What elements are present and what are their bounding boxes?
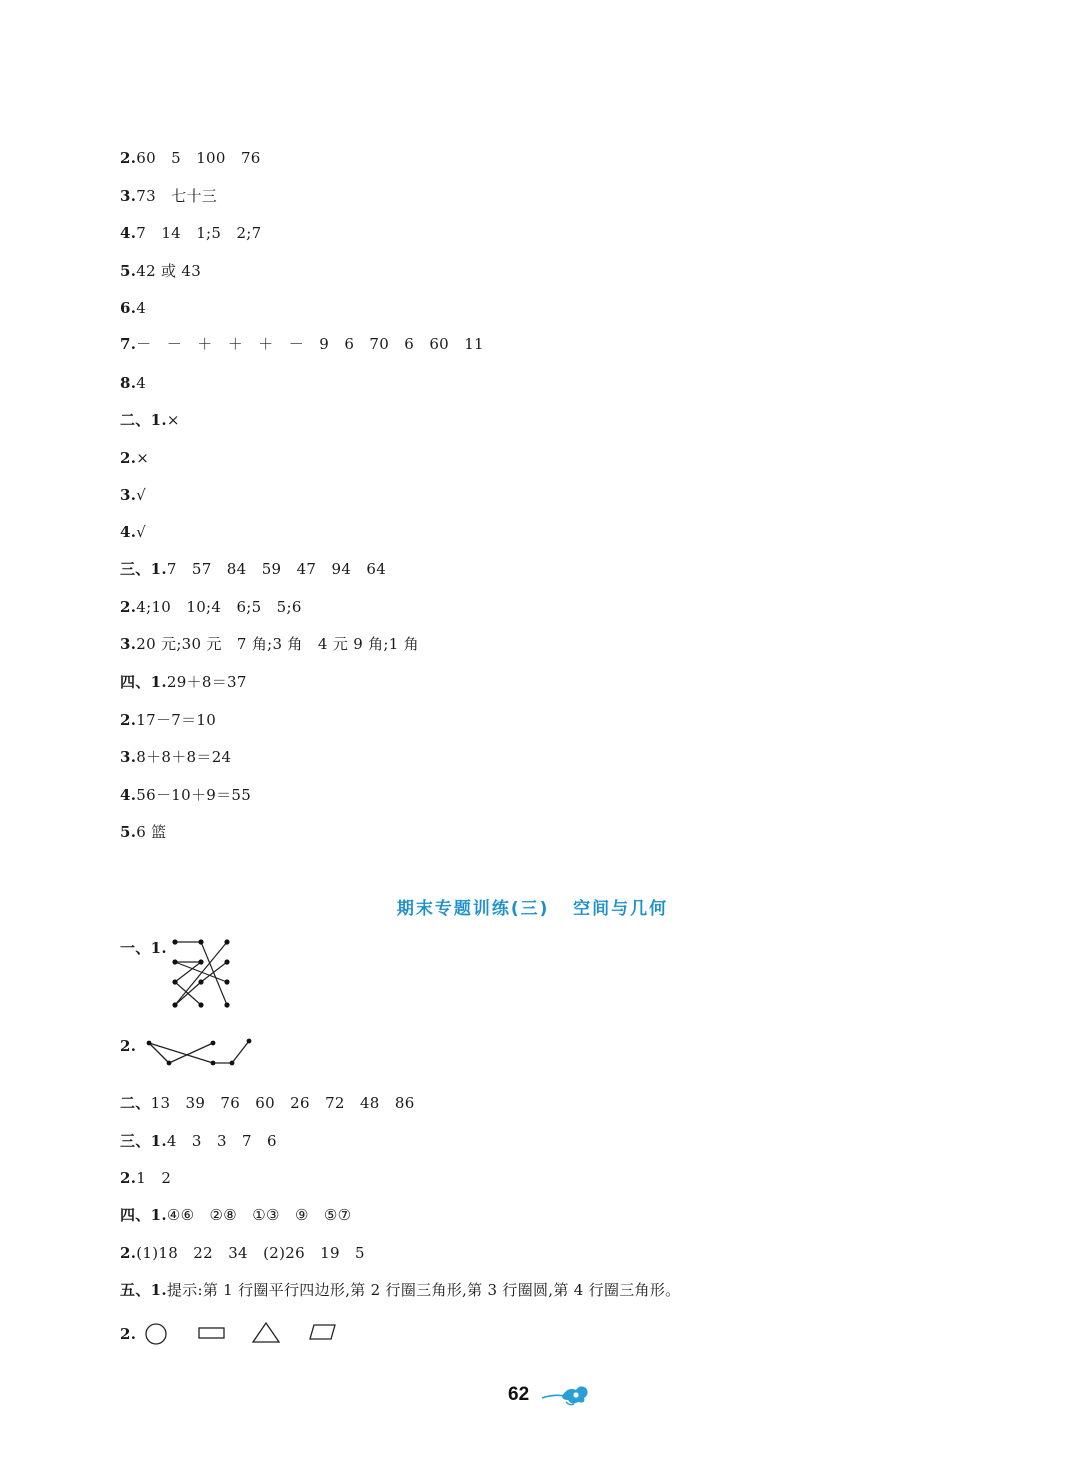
answer-line: 7.－ － ＋ ＋ ＋ － 9 6 70 6 60 11 <box>120 335 484 353</box>
triangle-icon <box>252 1321 282 1345</box>
question-label: 2. <box>120 1325 137 1343</box>
section-title: 期末专题训练(三) 空间与几何 <box>396 899 669 919</box>
answer-line: 四、1.④⑥ ②⑧ ①③ ⑨ ⑤⑦ <box>120 1206 352 1224</box>
answer-line: 3.20 元;30 元 7 角;3 角 4 元 9 角;1 角 <box>120 635 419 653</box>
answer-line: 2.4;10 10;4 6;5 5;6 <box>120 598 302 616</box>
answer-line: 二、1.× <box>120 411 180 429</box>
answer-line: 5.42 或 43 <box>120 262 202 280</box>
answer-line: 三、1.7 57 84 59 47 94 64 <box>120 560 387 578</box>
answer-line: 3.√ <box>120 486 147 504</box>
answer-line: 3.8＋8＋8＝24 <box>120 748 232 766</box>
rectangle-icon <box>198 1326 226 1340</box>
flower-logo-icon <box>540 1382 592 1408</box>
answer-line: 2.× <box>120 449 150 467</box>
circle-icon <box>144 1322 168 1346</box>
zigzag-diagram <box>145 1036 255 1071</box>
page-number: 62 <box>508 1384 530 1405</box>
answer-line: 8.4 <box>120 374 147 392</box>
answer-line: 3.73 七十三 <box>120 187 218 205</box>
question-label: 一、1. <box>120 939 167 957</box>
answer-line: 2.(1)18 22 34 (2)26 19 5 <box>120 1244 365 1262</box>
answer-line: 5.6 篮 <box>120 823 167 841</box>
answer-line: 2.1 2 <box>120 1169 172 1187</box>
answer-line: 2.17－7＝10 <box>120 711 217 729</box>
answer-line: 4.7 14 1;5 2;7 <box>120 224 262 242</box>
answer-line: 2.60 5 100 76 <box>120 149 261 167</box>
answer-line: 四、1.29＋8＝37 <box>120 673 247 691</box>
answer-line: 6.4 <box>120 299 147 317</box>
answer-line: 五、1.提示:第 1 行圈平行四边形,第 2 行圈三角形,第 3 行圈圆,第 4 行圈三角形。 <box>120 1281 681 1299</box>
matching-diagram <box>165 935 245 1020</box>
parallelogram-icon <box>308 1323 338 1341</box>
answer-line: 4.√ <box>120 523 147 541</box>
answer-line: 二、13 39 76 60 26 72 48 86 <box>120 1094 415 1112</box>
question-label: 2. <box>120 1037 137 1055</box>
answer-line: 4.56－10＋9＝55 <box>120 786 252 804</box>
answer-line: 三、1.4 3 3 7 6 <box>120 1132 277 1150</box>
